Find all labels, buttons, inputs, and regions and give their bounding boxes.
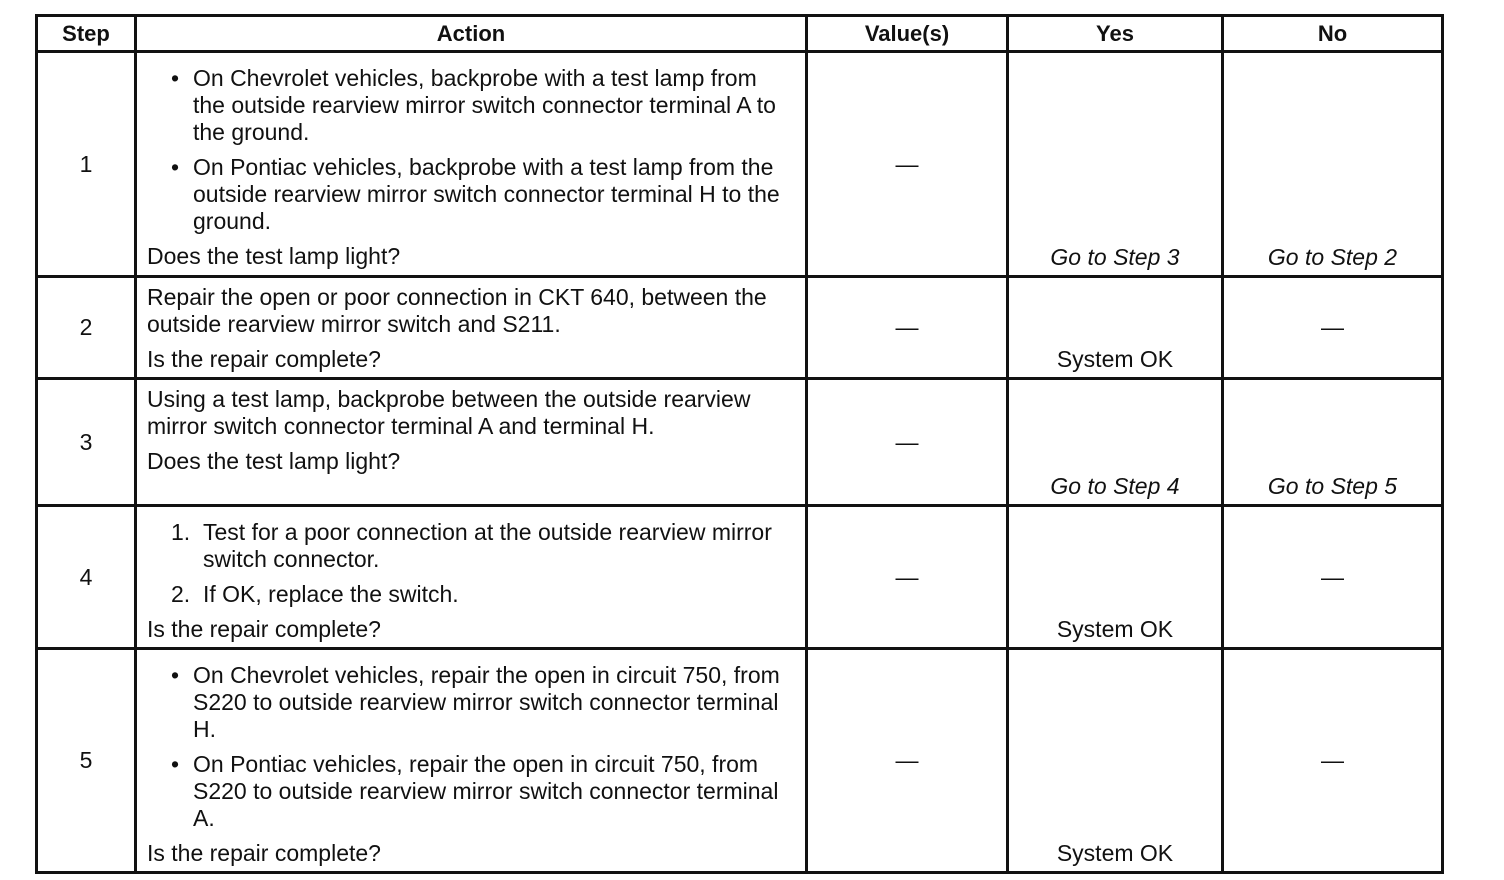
action-numbered-item: [171, 519, 795, 573]
action-cell: [136, 379, 807, 506]
table-row: [37, 649, 1443, 873]
diagnostic-table: [35, 14, 1444, 874]
action-bullet-list: [147, 65, 795, 235]
step-number: 2: [37, 277, 136, 379]
yes-result: Go to Step 4: [1008, 379, 1223, 506]
value-cell: —: [807, 506, 1008, 649]
header-no: No: [1223, 16, 1443, 52]
table-row: [37, 379, 1443, 506]
table-row: [37, 506, 1443, 649]
action-question: Does the test lamp light?: [147, 448, 401, 474]
value-cell: —: [807, 52, 1008, 277]
header-yes: Yes: [1008, 16, 1223, 52]
action-question: Is the repair complete?: [147, 346, 381, 372]
action-numbered-item: [171, 581, 795, 608]
action-text: Using a test lamp, backprobe between the outside rearview mirror switch connector terminal A and terminal H.: [147, 386, 751, 439]
no-result: —: [1223, 649, 1443, 873]
no-result: —: [1223, 277, 1443, 379]
step-number: 3: [37, 379, 136, 506]
yes-result: Go to Step 3: [1008, 52, 1223, 277]
table-row: [37, 52, 1443, 277]
action-question: Is the repair complete?: [147, 840, 381, 866]
no-result: —: [1223, 506, 1443, 649]
header-step: Step: [37, 16, 136, 52]
item-number: 1.: [171, 519, 191, 545]
action-question: Does the test lamp light?: [147, 243, 401, 269]
action-question: Is the repair complete?: [147, 616, 381, 642]
action-bullet: • On Pontiac vehicles, repair the open in circuit 750, from S220 to outside rearview mirror switch connector terminal A.: [171, 751, 795, 832]
no-result: Go to Step 5: [1223, 379, 1443, 506]
action-cell: [136, 277, 807, 379]
action-bullet-list: [147, 662, 795, 832]
no-result: Go to Step 2: [1223, 52, 1443, 277]
yes-result: System OK: [1008, 506, 1223, 649]
action-bullet: • On Pontiac vehicles, backprobe with a test lamp from the outside rearview mirror switch connector terminal H to the ground.: [171, 154, 795, 235]
action-cell: [136, 52, 807, 277]
action-text: Repair the open or poor connection in CKT 640, between the outside rearview mirror switch and S211.: [147, 284, 767, 337]
header-action: Action: [136, 16, 807, 52]
value-cell: —: [807, 379, 1008, 506]
step-number: 4: [37, 506, 136, 649]
item-number: 2.: [171, 581, 191, 607]
value-cell: —: [807, 649, 1008, 873]
header-row: [37, 16, 1443, 52]
item-text: Test for a poor connection at the outside rearview mirror switch connector.: [203, 519, 772, 572]
action-numbered-list: [147, 519, 795, 608]
yes-result: System OK: [1008, 277, 1223, 379]
step-number: 5: [37, 649, 136, 873]
action-cell: [136, 649, 807, 873]
action-bullet: • On Chevrolet vehicles, repair the open in circuit 750, from S220 to outside rearview mirror switch connector terminal H.: [171, 662, 795, 743]
yes-result: System OK: [1008, 649, 1223, 873]
item-text: If OK, replace the switch.: [203, 581, 459, 607]
step-number: 1: [37, 52, 136, 277]
header-values: Value(s): [807, 16, 1008, 52]
value-cell: —: [807, 277, 1008, 379]
table-row: [37, 277, 1443, 379]
action-bullet: • On Chevrolet vehicles, backprobe with a test lamp from the outside rearview mirror switch connector terminal A to the ground.: [171, 65, 795, 146]
action-cell: [136, 506, 807, 649]
